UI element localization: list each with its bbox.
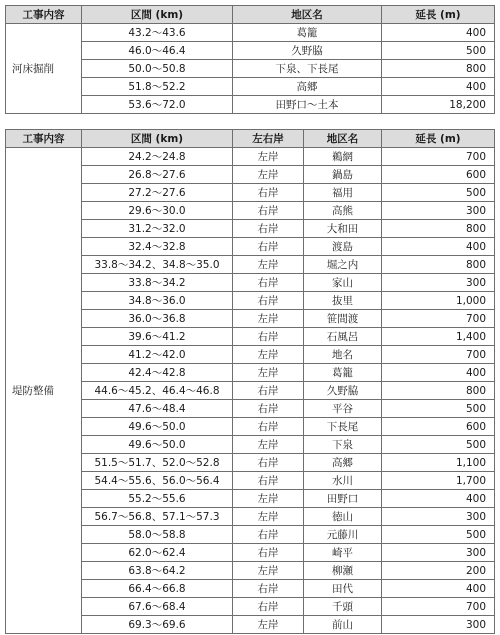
range-cell: 27.2～27.6 [82, 184, 233, 202]
range-cell: 56.7～56.8、57.1～57.3 [82, 508, 233, 526]
length-cell: 400 [382, 238, 495, 256]
area-cell: 久野脇 [233, 42, 382, 60]
area-cell: 柳瀬 [304, 562, 382, 580]
area-cell: 笹間渡 [304, 310, 382, 328]
length-cell: 400 [382, 78, 495, 96]
side-cell: 右岸 [233, 454, 304, 472]
table-row [6, 24, 495, 42]
side-cell: 右岸 [233, 274, 304, 292]
area-cell: 堀之内 [304, 256, 382, 274]
header-area: 地区名 [233, 6, 382, 24]
range-cell: 44.6～45.2、46.4～46.8 [82, 382, 233, 400]
side-cell: 右岸 [233, 238, 304, 256]
length-cell: 800 [382, 382, 495, 400]
side-cell: 左岸 [233, 364, 304, 382]
side-cell: 左岸 [233, 490, 304, 508]
header-range: 区間 (km) [82, 6, 233, 24]
range-cell: 49.6～50.0 [82, 418, 233, 436]
side-cell: 右岸 [233, 400, 304, 418]
area-cell: 下泉、下長尾 [233, 60, 382, 78]
side-cell: 右岸 [233, 418, 304, 436]
area-cell: 田野口 [304, 490, 382, 508]
range-cell: 26.8～27.6 [82, 166, 233, 184]
area-cell: 元藤川 [304, 526, 382, 544]
range-cell: 50.0～50.8 [82, 60, 233, 78]
area-cell: 葛籠 [304, 364, 382, 382]
header-range: 区間 (km) [82, 130, 233, 148]
length-cell: 500 [382, 436, 495, 454]
length-cell: 700 [382, 598, 495, 616]
header-length: 延長 (m) [382, 130, 495, 148]
range-cell: 34.8～36.0 [82, 292, 233, 310]
length-cell: 1,100 [382, 454, 495, 472]
side-cell: 右岸 [233, 472, 304, 490]
header-area: 地区名 [304, 130, 382, 148]
range-cell: 67.6～68.4 [82, 598, 233, 616]
work-type-cell: 堤防整備 [6, 148, 82, 634]
range-cell: 47.6～48.4 [82, 400, 233, 418]
range-cell: 33.8～34.2、34.8～35.0 [82, 256, 233, 274]
side-cell: 左岸 [233, 508, 304, 526]
area-cell: 田代 [304, 580, 382, 598]
side-cell: 右岸 [233, 220, 304, 238]
range-cell: 32.4～32.8 [82, 238, 233, 256]
range-cell: 58.0～58.8 [82, 526, 233, 544]
range-cell: 54.4～55.6、56.0～56.4 [82, 472, 233, 490]
length-cell: 300 [382, 616, 495, 634]
range-cell: 29.6～30.0 [82, 202, 233, 220]
header-length: 延長 (m) [382, 6, 495, 24]
side-cell: 左岸 [233, 310, 304, 328]
range-cell: 49.6～50.0 [82, 436, 233, 454]
side-cell: 左岸 [233, 256, 304, 274]
range-cell: 24.2～24.8 [82, 148, 233, 166]
side-cell: 右岸 [233, 526, 304, 544]
range-cell: 63.8～64.2 [82, 562, 233, 580]
side-cell: 左岸 [233, 436, 304, 454]
side-cell: 右岸 [233, 184, 304, 202]
range-cell: 33.8～34.2 [82, 274, 233, 292]
area-cell: 地名 [304, 346, 382, 364]
area-cell: 石風呂 [304, 328, 382, 346]
table-body [6, 148, 495, 634]
side-cell: 左岸 [233, 616, 304, 634]
length-cell: 300 [382, 508, 495, 526]
range-cell: 36.0～36.8 [82, 310, 233, 328]
length-cell: 800 [382, 220, 495, 238]
area-cell: 高郷 [304, 454, 382, 472]
area-cell: 大和田 [304, 220, 382, 238]
length-cell: 200 [382, 562, 495, 580]
length-cell: 1,700 [382, 472, 495, 490]
area-cell: 水川 [304, 472, 382, 490]
area-cell: 久野脇 [304, 382, 382, 400]
length-cell: 700 [382, 148, 495, 166]
side-cell: 右岸 [233, 544, 304, 562]
side-cell: 右岸 [233, 328, 304, 346]
range-cell: 42.4～42.8 [82, 364, 233, 382]
area-cell: 高熊 [304, 202, 382, 220]
side-cell: 右岸 [233, 598, 304, 616]
length-cell: 300 [382, 202, 495, 220]
length-cell: 1,400 [382, 328, 495, 346]
area-cell: 前山 [304, 616, 382, 634]
area-cell: 葛籠 [233, 24, 382, 42]
length-cell: 18,200 [382, 96, 495, 114]
area-cell: 千頭 [304, 598, 382, 616]
range-cell: 66.4～66.8 [82, 580, 233, 598]
side-cell: 右岸 [233, 202, 304, 220]
range-cell: 41.2～42.0 [82, 346, 233, 364]
area-cell: 抜里 [304, 292, 382, 310]
length-cell: 600 [382, 166, 495, 184]
header-side: 左右岸 [233, 130, 304, 148]
area-cell: 渡島 [304, 238, 382, 256]
length-cell: 700 [382, 346, 495, 364]
work-type-cell: 河床掘削 [6, 24, 82, 114]
table-header-row [6, 130, 495, 148]
area-cell: 下長尾 [304, 418, 382, 436]
length-cell: 500 [382, 42, 495, 60]
area-cell: 崎平 [304, 544, 382, 562]
length-cell: 1,000 [382, 292, 495, 310]
length-cell: 400 [382, 24, 495, 42]
area-cell: 鵜網 [304, 148, 382, 166]
side-cell: 左岸 [233, 346, 304, 364]
length-cell: 400 [382, 580, 495, 598]
length-cell: 500 [382, 184, 495, 202]
table-row [6, 148, 495, 166]
riverbed-excavation-table [5, 5, 495, 114]
length-cell: 400 [382, 364, 495, 382]
range-cell: 62.0～62.4 [82, 544, 233, 562]
range-cell: 69.3～69.6 [82, 616, 233, 634]
length-cell: 300 [382, 274, 495, 292]
header-work: 工事内容 [6, 130, 82, 148]
length-cell: 300 [382, 544, 495, 562]
side-cell: 右岸 [233, 580, 304, 598]
table-body [6, 24, 495, 114]
range-cell: 31.2～32.0 [82, 220, 233, 238]
area-cell: 平谷 [304, 400, 382, 418]
range-cell: 51.5～51.7、52.0～52.8 [82, 454, 233, 472]
area-cell: 福用 [304, 184, 382, 202]
range-cell: 43.2～43.6 [82, 24, 233, 42]
range-cell: 46.0～46.4 [82, 42, 233, 60]
range-cell: 53.6～72.0 [82, 96, 233, 114]
length-cell: 700 [382, 310, 495, 328]
length-cell: 600 [382, 418, 495, 436]
range-cell: 39.6～41.2 [82, 328, 233, 346]
side-cell: 左岸 [233, 562, 304, 580]
range-cell: 55.2～55.6 [82, 490, 233, 508]
length-cell: 800 [382, 60, 495, 78]
area-cell: 徳山 [304, 508, 382, 526]
header-work: 工事内容 [6, 6, 82, 24]
area-cell: 家山 [304, 274, 382, 292]
levee-improvement-table [5, 129, 495, 634]
area-cell: 田野口～土本 [233, 96, 382, 114]
area-cell: 高郷 [233, 78, 382, 96]
length-cell: 800 [382, 256, 495, 274]
side-cell: 右岸 [233, 382, 304, 400]
range-cell: 51.8～52.2 [82, 78, 233, 96]
area-cell: 鍋島 [304, 166, 382, 184]
length-cell: 400 [382, 490, 495, 508]
table-header-row [6, 6, 495, 24]
side-cell: 右岸 [233, 292, 304, 310]
length-cell: 500 [382, 526, 495, 544]
length-cell: 500 [382, 400, 495, 418]
area-cell: 下泉 [304, 436, 382, 454]
side-cell: 左岸 [233, 148, 304, 166]
side-cell: 左岸 [233, 166, 304, 184]
